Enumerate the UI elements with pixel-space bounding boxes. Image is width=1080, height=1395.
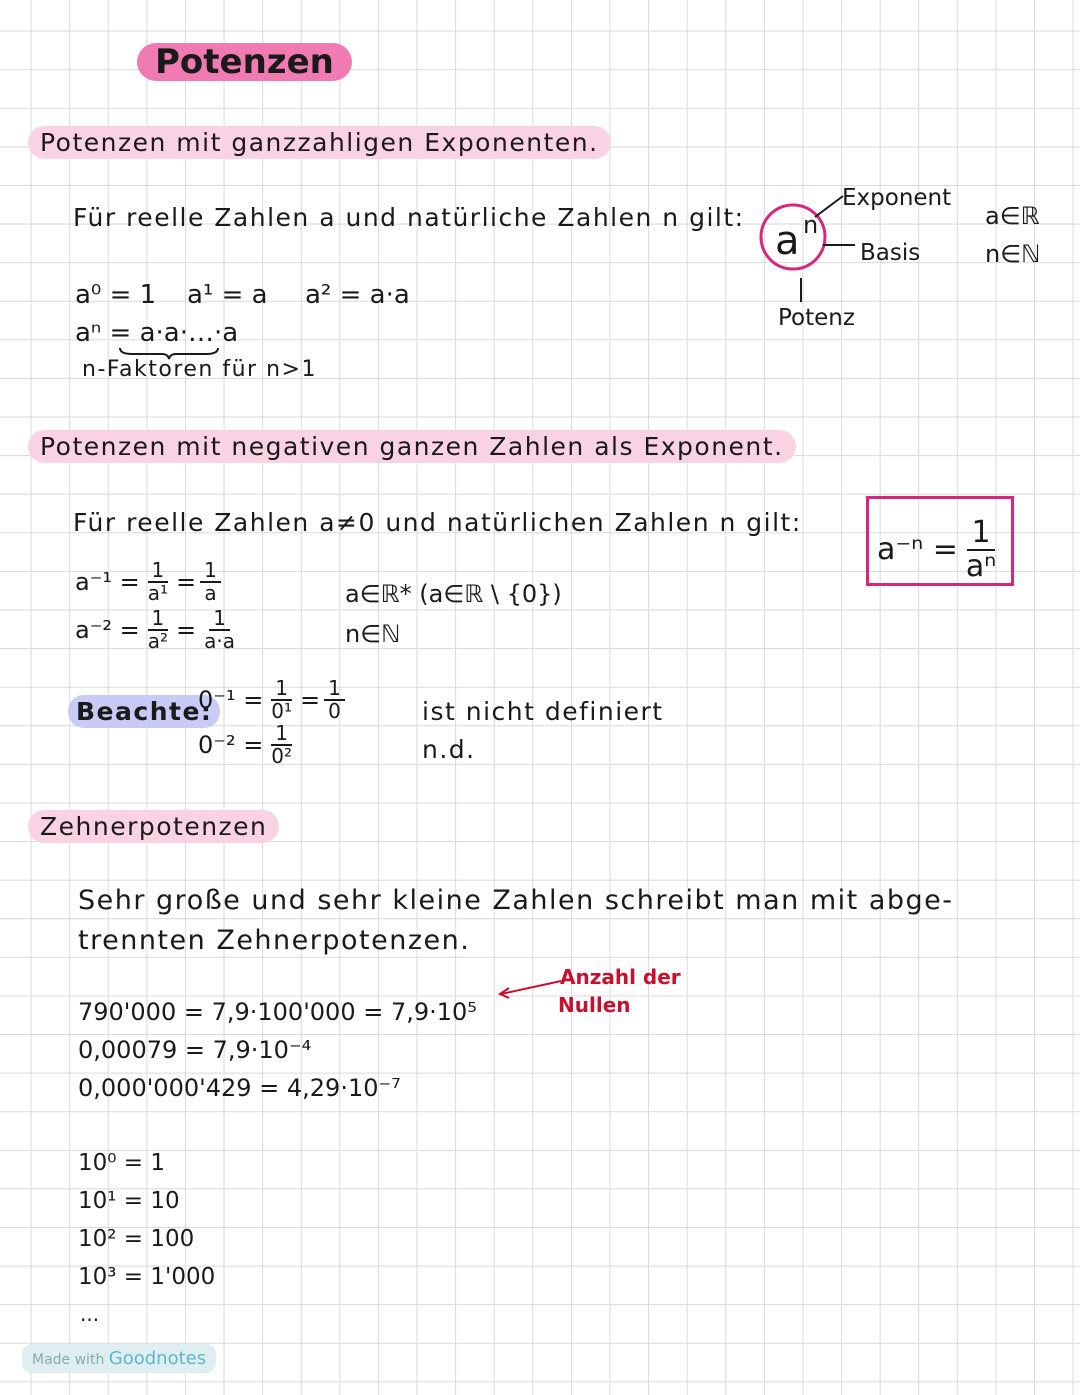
box-num: 1 <box>967 517 994 551</box>
watermark-brand: Goodnotes <box>108 1348 207 1369</box>
box-lhs: a⁻ⁿ = <box>877 532 958 567</box>
s2-intro: Für reelle Zahlen a≠0 und natürlichen Zahlen n gilt: <box>73 508 802 537</box>
note-nd: n.d. <box>422 735 476 764</box>
example-a-minus-2: a⁻² = $\frac{1}{\text{a²}}$ = $\frac{1}{a\cdot a}$ <box>75 608 243 652</box>
b1-lhs: 0⁻¹ = <box>198 686 264 714</box>
beachte-zero-minus-1: 0⁻¹ = $\frac{1}{\text{0¹}}$ = $\frac{1}{0}$ <box>198 678 349 722</box>
note-not-defined: ist nicht definiert <box>422 697 664 726</box>
example-790000: 790'000 = 7,9·100'000 = 7,9·10⁵ <box>78 998 477 1026</box>
ex1-f2-den: a <box>204 581 217 605</box>
rule-a1: a¹ = a <box>187 280 268 310</box>
section-heading-integer-exponents: Potenzen mit ganzzahligen Exponenten. <box>28 126 611 159</box>
b1-f2-den: 0 <box>328 699 341 723</box>
beachte-label: Beachte: <box>68 695 220 728</box>
power-10-2: 10² = 100 <box>78 1226 195 1252</box>
ex2-f1-num: 1 <box>148 608 169 631</box>
b2-f1-num: 1 <box>271 723 292 746</box>
ex2-f2-den: a·a <box>204 629 235 653</box>
b1-f2-num: 1 <box>324 678 345 701</box>
power-10-3: 10³ = 1'000 <box>78 1264 216 1290</box>
label-exponent: Exponent <box>842 185 952 211</box>
s3-intro-line2: trennten Zehnerpotenzen. <box>78 925 471 956</box>
rule-an-note: n-Faktoren für n>1 <box>82 357 317 382</box>
annotation-nullen: Nullen <box>558 993 631 1017</box>
continuation-dots: ... <box>80 1302 100 1326</box>
s1-intro: Für reelle Zahlen a und natürliche Zahlen n gilt: <box>73 203 745 232</box>
rule-a0: a⁰ = 1 <box>75 280 157 310</box>
rule-a2: a² = a·a <box>305 280 410 310</box>
ex2-f1-den: a² <box>147 629 169 653</box>
ex2-f2-num: 1 <box>209 608 230 631</box>
ex1-lhs: a⁻¹ = <box>75 568 140 596</box>
b2-f1-den: 0² <box>271 744 293 768</box>
page-title: Potenzen <box>137 43 352 81</box>
goodnotes-watermark <box>22 1344 216 1373</box>
example-000079: 0,00079 = 7,9·10⁻⁴ <box>78 1036 312 1064</box>
ex2-lhs: a⁻² = <box>75 616 140 644</box>
label-basis: Basis <box>860 240 921 266</box>
annotation-anzahl: Anzahl der <box>560 965 681 989</box>
diagram-exponent: n <box>803 211 819 239</box>
rule-an: aⁿ = a·a·…·a <box>75 318 239 348</box>
ex1-f1-num: 1 <box>148 560 169 583</box>
power-10-1: 10¹ = 10 <box>78 1188 180 1214</box>
ex1-f2-num: 1 <box>200 560 221 583</box>
b1-f1-num: 1 <box>271 678 292 701</box>
diagram-base: a <box>775 218 800 264</box>
b1-f1-den: 0¹ <box>271 699 293 723</box>
set-a-real: a∈ℝ <box>985 202 1040 230</box>
s3-intro-line1: Sehr große und sehr kleine Zahlen schreibt man mit abge- <box>78 885 954 916</box>
beachte-zero-minus-2 <box>198 723 300 767</box>
power-10-0: 10⁰ = 1 <box>78 1150 166 1176</box>
box-den: aⁿ <box>965 548 997 584</box>
set-n-natural: n∈ℕ <box>985 240 1041 268</box>
example-a-minus-1: a⁻¹ = $\frac{1}{\text{a¹}}$ = $\frac{1}{a}$ <box>75 560 225 604</box>
label-potenz: Potenz <box>778 305 855 331</box>
b2-lhs: 0⁻² = <box>198 731 264 759</box>
section-heading-zehnerpotenzen: Zehnerpotenzen <box>28 810 279 843</box>
negative-exponent-rule-box <box>866 496 1014 586</box>
s2-set-n: n∈ℕ <box>345 620 401 648</box>
example-0000000429: 0,000'000'429 = 4,29·10⁻⁷ <box>78 1074 401 1102</box>
ex1-f1-den: a¹ <box>147 581 169 605</box>
s2-set-a: a∈ℝ* (a∈ℝ \ {0}) <box>345 580 562 608</box>
arrow-icon <box>495 978 563 1000</box>
watermark-prefix: Made with <box>32 1352 105 1368</box>
section-heading-negative-exponents: Potenzen mit negativen ganzen Zahlen als Exponent. <box>28 430 796 463</box>
